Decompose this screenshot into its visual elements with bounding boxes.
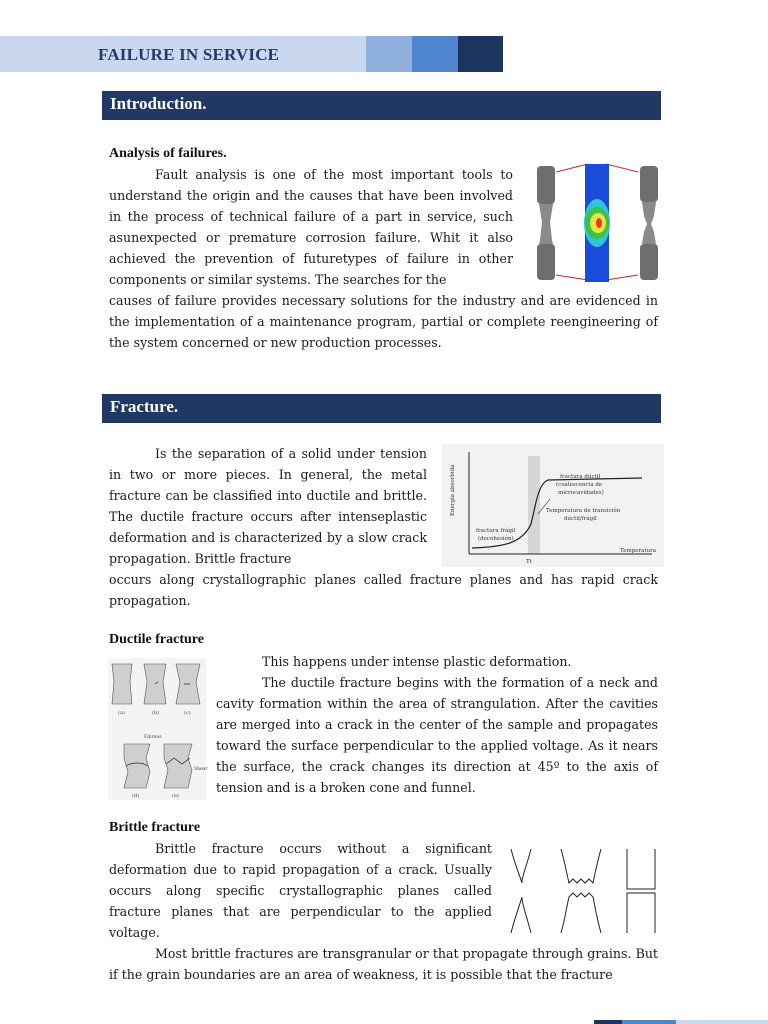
- transition-label-1: Temperatura de transición: [546, 508, 621, 514]
- transition-label-2: dúctil/frágil: [564, 516, 597, 522]
- page-header-title: FAILURE IN SERVICE: [98, 45, 280, 64]
- footer-accent-mid: [622, 1020, 676, 1024]
- ductile-label-2: (coalescencia de: [556, 482, 603, 488]
- tensile-specimen-figure: [528, 160, 666, 285]
- brittle-label-1: fractura frágil: [476, 528, 516, 534]
- subheading-analysis-of-failures: Analysis of failures.: [109, 146, 227, 161]
- fracture-paragraph-top: Is the separation of a solid under tension in two or more pieces. In general, the metal fracture can be classified into ductile and brittle. The ductile fracture occurs after intenseplastic deformation and is characterized by a slow crack propagation. Brittle fracture: [109, 446, 427, 566]
- section-heading-introduction: Introduction.: [102, 91, 661, 120]
- section-heading-fracture: Fracture.: [102, 394, 661, 423]
- stage-label-b: (b): [152, 710, 160, 716]
- brittle-label-2: (decohesión): [478, 536, 514, 542]
- brittle-paragraph-1: Brittle fracture occurs without a significant deformation due to rapid propagation of a crack. Usually occurs along specific crystallographic planes called fracture planes that are perpendicular to the applied voltage.: [109, 841, 492, 940]
- label-fibrous: Fibrous: [144, 735, 162, 740]
- tt-label: Tt: [526, 559, 532, 565]
- stage-label-a: (a): [118, 710, 125, 716]
- stage-label-e: (e): [172, 793, 179, 799]
- label-shear: Shear: [194, 767, 208, 772]
- stage-label-c: (c): [184, 710, 191, 716]
- ductile-label-1: fractura dúctil: [560, 474, 601, 480]
- x-axis-label: Temperatura: [620, 548, 657, 554]
- ductile-brittle-transition-figure: [442, 444, 664, 567]
- fea-stress-plot: [584, 164, 610, 282]
- ductile-fracture-stages-figure: [108, 658, 206, 800]
- subheading-ductile-fracture: Ductile fracture: [109, 632, 204, 647]
- ductile-label-3: microcavidades): [558, 490, 604, 496]
- stage-label-d: (d): [132, 793, 140, 799]
- specimen-left: [537, 166, 555, 280]
- intro-paragraph-bottom: causes of failure provides necessary solutions for the industry and are evidenced in the implementation of a maintenance program, partial or complete reengineering of the system concerned or new production processes.: [109, 293, 658, 350]
- brittle-fracture-shapes-figure: [505, 845, 660, 937]
- ductile-paragraph-1: This happens under intense plastic deformation.: [262, 654, 572, 669]
- footer-accent-light: [676, 1020, 768, 1024]
- brittle-paragraph-2: Most brittle fractures are transgranular or that propagate through grains. But if the grain boundaries are an area of weakness, it is possible that the fracture: [109, 946, 658, 982]
- y-axis-label: Energía absorbida: [450, 464, 456, 516]
- fracture-paragraph-bottom: occurs along crystallographic planes called fracture planes and has rapid crack propagation.: [109, 572, 658, 608]
- footer-accent-dark: [594, 1020, 622, 1024]
- header-accent-block-dark: [458, 36, 503, 72]
- intro-paragraph-top: Fault analysis is one of the most important tools to understand the origin and the causes that have been involved in the process of technical failure of a part in service, such asunexpected or premature corrosion failure. Whit it also achieved the prevention of futuretypes of failure in other components or similar systems. The searches for the: [109, 167, 513, 287]
- header-accent-block-mid: [412, 36, 458, 72]
- header-accent-block-light: [366, 36, 412, 72]
- ductile-paragraph-2: The ductile fracture begins with the formation of a neck and cavity formation within the area of strangulation. After the cavities are merged into a crack in the center of the sample and propagates toward the surface perpendicular to the applied voltage. As it nears the surface, the crack changes its direction at 45º to the axis of tension and is a broken cone and funnel.: [216, 675, 658, 795]
- subheading-brittle-fracture: Brittle fracture: [109, 820, 201, 835]
- specimen-right: [640, 166, 658, 280]
